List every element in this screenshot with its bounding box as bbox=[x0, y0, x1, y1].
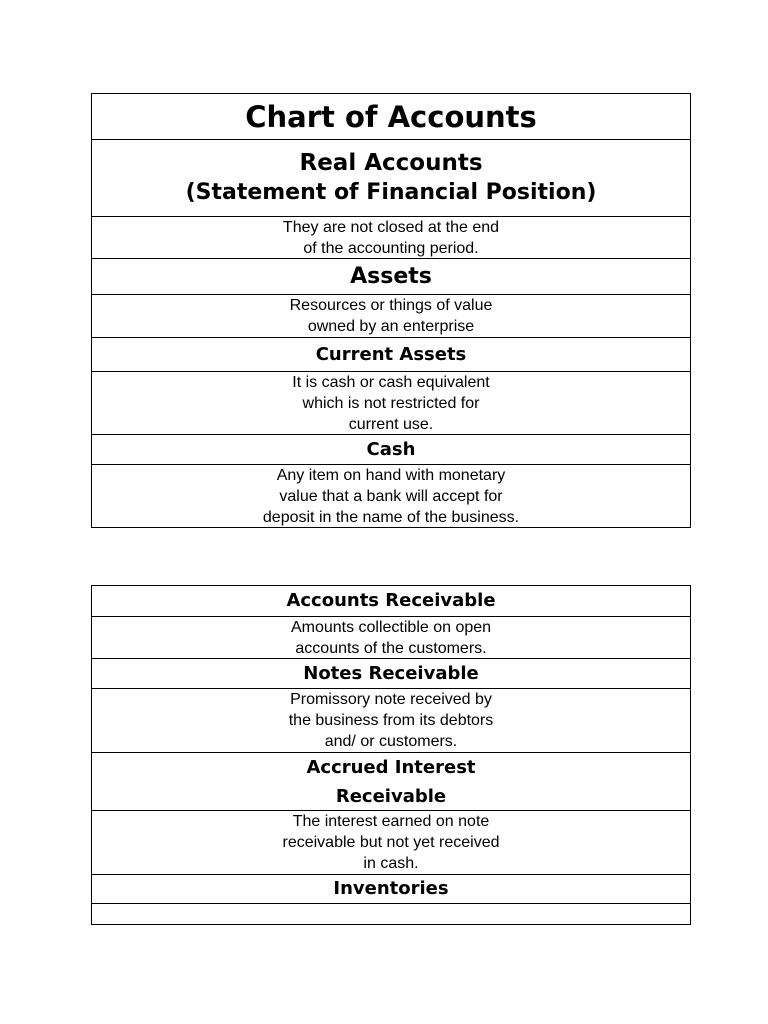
receivables-table bbox=[91, 585, 691, 925]
accrued-interest-row bbox=[92, 752, 690, 810]
notes-receivable-desc-row bbox=[92, 688, 690, 752]
current-assets-desc-row bbox=[92, 371, 690, 434]
notes-receivable-heading: Notes Receivable bbox=[303, 662, 479, 684]
notes-receivable-row bbox=[92, 658, 690, 688]
assets-desc-row bbox=[92, 294, 690, 337]
accrued-interest-desc-row bbox=[92, 810, 690, 874]
accounts-receivable-row bbox=[92, 586, 690, 616]
title-row bbox=[92, 94, 690, 139]
accounts-receivable-description: Amounts collectible on open accounts of the customers. bbox=[290, 618, 492, 657]
inventories-desc-row bbox=[92, 903, 690, 924]
assets-description: Resources or things of value owned by an enterprise bbox=[289, 297, 493, 335]
real-accounts-description: They are not closed at the end of the accounting period. bbox=[282, 218, 500, 257]
cash-row bbox=[92, 434, 690, 464]
chart-of-accounts-table bbox=[91, 93, 691, 528]
notes-receivable-description: Promissory note received by the business from its debtors and/ or customers. bbox=[288, 691, 494, 750]
statement-subheading: (Statement of Financial Position) bbox=[185, 180, 597, 205]
accounts-receivable-heading: Accounts Receivable bbox=[286, 590, 496, 611]
real-accounts-row bbox=[92, 139, 690, 216]
accrued-interest-description: The interest earned on note receivable but not yet received in cash. bbox=[282, 813, 500, 872]
page-title: Chart of Accounts bbox=[245, 99, 537, 134]
current-assets-description: It is cash or cash equivalent which is not restricted for current use. bbox=[292, 373, 490, 433]
real-accounts-desc-row bbox=[92, 216, 690, 258]
accounts-receivable-desc-row bbox=[92, 616, 690, 658]
inventories-heading: Inventories bbox=[333, 878, 449, 899]
current-assets-heading: Current Assets bbox=[315, 344, 467, 365]
current-assets-row bbox=[92, 337, 690, 371]
cash-description: Any item on hand with monetary value that a bank will accept for deposit in the name of the business. bbox=[262, 466, 520, 526]
inventories-row bbox=[92, 874, 690, 903]
assets-row bbox=[92, 258, 690, 294]
accrued-interest-heading-line1: Accrued Interest bbox=[306, 756, 476, 778]
accrued-interest-heading-line2: Receivable bbox=[335, 785, 447, 807]
real-accounts-heading: Real Accounts bbox=[299, 150, 483, 176]
cash-heading: Cash bbox=[366, 439, 416, 460]
cash-desc-row bbox=[92, 464, 690, 527]
assets-heading: Assets bbox=[350, 263, 432, 289]
